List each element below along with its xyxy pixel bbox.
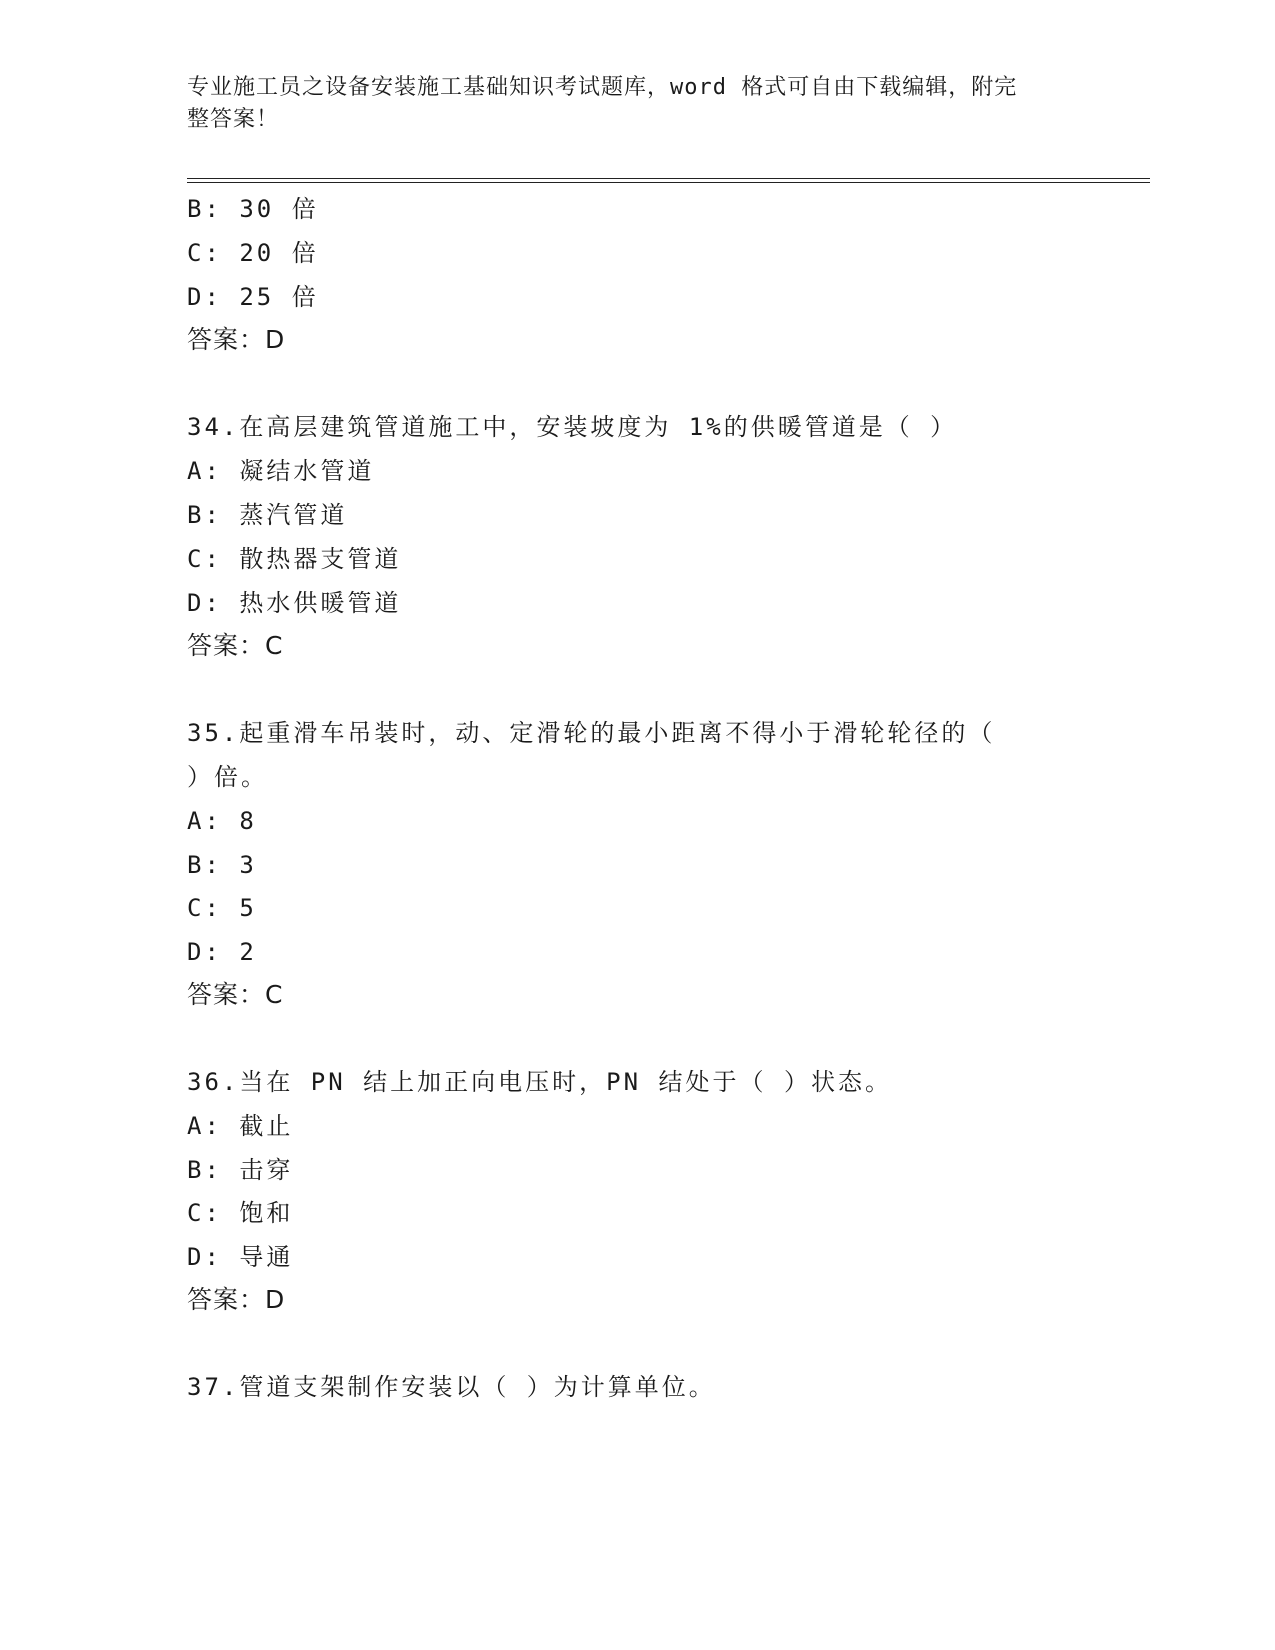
option-c-q36: C: 饱和 — [187, 1199, 294, 1227]
option-d-q34: D: 热水供暖管道 — [187, 589, 402, 617]
option-b-q35: B: 3 — [187, 851, 257, 879]
option-a-q35: A: 8 — [187, 807, 257, 835]
option-b-q33: B: 30 倍 — [187, 195, 319, 223]
header-line-2: 整答案！ — [187, 107, 280, 132]
option-d-q33: D: 25 倍 — [187, 283, 319, 311]
answer-q36: 答案：D — [187, 1285, 286, 1314]
option-d-q35: D: 2 — [187, 938, 257, 966]
answer-q34: 答案：C — [187, 631, 284, 660]
document-header — [187, 72, 1067, 136]
header-line-1: 专业施工员之设备安装施工基础知识考试题库，word 格式可自由下载编辑，附完 — [187, 75, 1018, 100]
question-35-line-2: ）倍。 — [187, 763, 268, 791]
option-c-q34: C: 散热器支管道 — [187, 545, 402, 573]
option-c-q35: C: 5 — [187, 894, 257, 922]
option-d-q36: D: 导通 — [187, 1243, 294, 1271]
option-b-q36: B: 击穿 — [187, 1156, 294, 1184]
answer-q33: 答案：D — [187, 325, 286, 354]
question-35-line-1: 35.起重滑车吊装时，动、定滑轮的最小距离不得小于滑轮轮径的（ — [187, 719, 996, 747]
option-b-q34: B: 蒸汽管道 — [187, 501, 348, 529]
question-37: 37.管道支架制作安装以（ ）为计算单位。 — [187, 1373, 716, 1401]
option-c-q33: C: 20 倍 — [187, 239, 319, 267]
option-a-q36: A: 截止 — [187, 1112, 294, 1140]
question-36: 36.当在 PN 结上加正向电压时，PN 结处于（ ）状态。 — [187, 1068, 892, 1096]
answer-q35: 答案：C — [187, 980, 284, 1009]
question-34: 34.在高层建筑管道施工中，安装坡度为 1%的供暖管道是（ ） — [187, 413, 958, 441]
header-rule-bottom — [187, 182, 1150, 183]
header-rule-top — [187, 178, 1150, 179]
option-a-q34: A: 凝结水管道 — [187, 457, 375, 485]
